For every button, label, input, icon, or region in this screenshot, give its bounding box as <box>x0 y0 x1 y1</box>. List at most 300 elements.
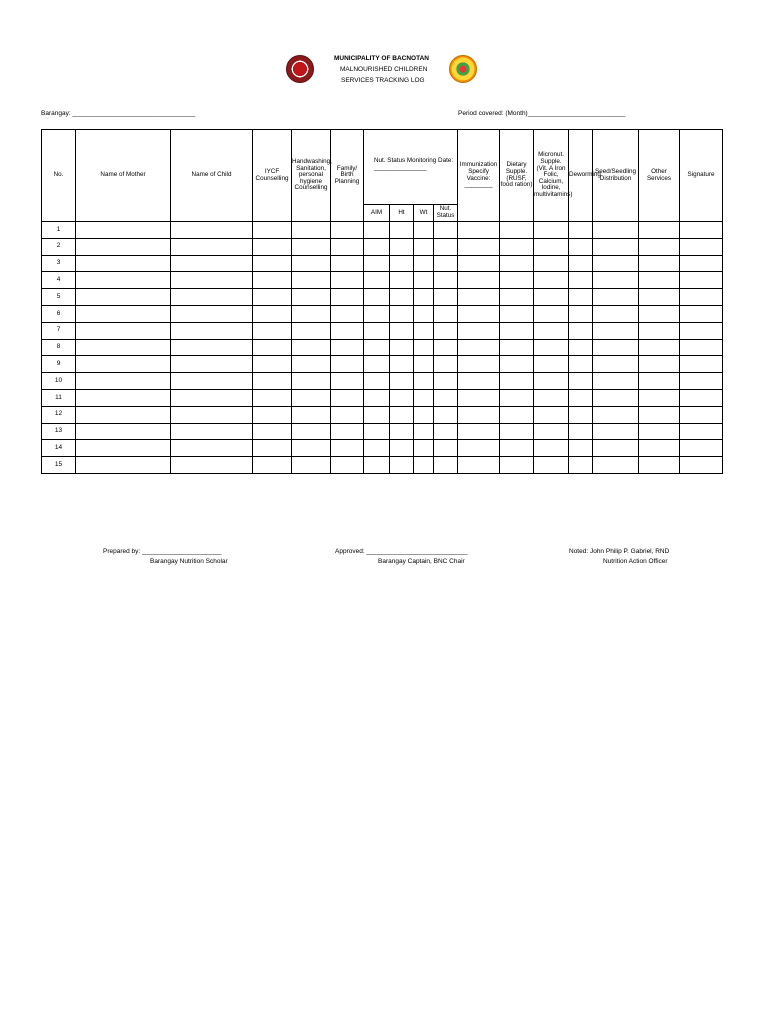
entry-cell[interactable] <box>76 339 171 356</box>
header-name-of-child: Name of Child <box>171 130 253 222</box>
entry-cell[interactable] <box>593 238 639 255</box>
entry-cell[interactable] <box>364 222 390 239</box>
entry-cell[interactable] <box>76 322 171 339</box>
entry-cell[interactable] <box>569 222 593 239</box>
entry-cell[interactable] <box>593 373 639 390</box>
entry-cell[interactable] <box>292 238 331 255</box>
entry-cell[interactable] <box>569 305 593 322</box>
entry-cell[interactable] <box>593 289 639 306</box>
approved-line[interactable]: Approved: ____________________________ <box>335 548 468 555</box>
entry-cell[interactable] <box>171 339 253 356</box>
entry-cell[interactable] <box>639 255 680 272</box>
entry-cell[interactable] <box>76 255 171 272</box>
header-handwashing: Handwashing, Sanitation, personal hygiene Counselling <box>292 130 331 222</box>
entry-cell[interactable] <box>569 356 593 373</box>
entry-cell[interactable] <box>171 222 253 239</box>
entry-cell[interactable] <box>331 373 364 390</box>
form-subtitle-1: MALNOURISHED CHILDREN <box>340 66 428 73</box>
entry-cell[interactable] <box>500 457 534 474</box>
entry-cell[interactable] <box>680 423 723 440</box>
entry-cell[interactable] <box>458 272 500 289</box>
table-row <box>42 289 723 306</box>
entry-cell[interactable] <box>680 322 723 339</box>
entry-cell[interactable] <box>364 289 390 306</box>
row-number: 7 <box>42 322 76 339</box>
entry-cell[interactable] <box>390 389 414 406</box>
header-signature: Signature <box>680 130 723 222</box>
subheader-aim: AIM <box>364 205 390 222</box>
entry-cell[interactable] <box>331 389 364 406</box>
entry-cell[interactable] <box>680 440 723 457</box>
entry-cell[interactable] <box>390 255 414 272</box>
subheader-wt: Wt <box>414 205 434 222</box>
entry-cell[interactable] <box>331 238 364 255</box>
entry-cell[interactable] <box>331 322 364 339</box>
entry-cell[interactable] <box>253 222 292 239</box>
row-number: 11 <box>42 389 76 406</box>
header-family-planning: Family/ Birth Planning <box>331 130 364 222</box>
entry-cell[interactable] <box>500 305 534 322</box>
subheader-nut-status: Nut. Status <box>434 205 458 222</box>
entry-cell[interactable] <box>414 373 434 390</box>
entry-cell[interactable] <box>569 373 593 390</box>
entry-cell[interactable] <box>414 406 434 423</box>
entry-cell[interactable] <box>414 457 434 474</box>
entry-cell[interactable] <box>434 373 458 390</box>
entry-cell[interactable] <box>593 222 639 239</box>
entry-cell[interactable] <box>458 406 500 423</box>
entry-cell[interactable] <box>593 305 639 322</box>
entry-cell[interactable] <box>434 255 458 272</box>
entry-cell[interactable] <box>534 440 569 457</box>
entry-cell[interactable] <box>534 222 569 239</box>
entry-cell[interactable] <box>292 305 331 322</box>
entry-cell[interactable] <box>458 423 500 440</box>
entry-cell[interactable] <box>390 272 414 289</box>
entry-cell[interactable] <box>434 440 458 457</box>
entry-cell[interactable] <box>390 440 414 457</box>
entry-cell[interactable] <box>639 423 680 440</box>
entry-cell[interactable] <box>500 272 534 289</box>
row-number: 10 <box>42 373 76 390</box>
entry-cell[interactable] <box>414 222 434 239</box>
entry-cell[interactable] <box>364 356 390 373</box>
entry-cell[interactable] <box>569 272 593 289</box>
entry-cell[interactable] <box>534 339 569 356</box>
entry-cell[interactable] <box>292 373 331 390</box>
entry-cell[interactable] <box>292 322 331 339</box>
entry-cell[interactable] <box>292 356 331 373</box>
entry-cell[interactable] <box>458 289 500 306</box>
municipality-title: MUNICIPALITY OF BACNOTAN <box>334 55 429 62</box>
entry-cell[interactable] <box>331 356 364 373</box>
entry-cell[interactable] <box>680 272 723 289</box>
entry-cell[interactable] <box>364 322 390 339</box>
row-number: 2 <box>42 238 76 255</box>
entry-cell[interactable] <box>500 373 534 390</box>
entry-cell[interactable] <box>458 238 500 255</box>
entry-cell[interactable] <box>414 356 434 373</box>
tracking-log-table <box>41 129 723 474</box>
entry-cell[interactable] <box>434 389 458 406</box>
row-number: 15 <box>42 457 76 474</box>
entry-cell[interactable] <box>534 423 569 440</box>
entry-cell[interactable] <box>639 238 680 255</box>
entry-cell[interactable] <box>458 389 500 406</box>
header-name-of-mother: Name of Mother <box>76 130 171 222</box>
entry-cell[interactable] <box>171 423 253 440</box>
row-number: 6 <box>42 305 76 322</box>
entry-cell[interactable] <box>331 406 364 423</box>
entry-cell[interactable] <box>639 389 680 406</box>
entry-cell[interactable] <box>500 289 534 306</box>
entry-cell[interactable] <box>253 356 292 373</box>
entry-cell[interactable] <box>639 305 680 322</box>
entry-cell[interactable] <box>458 440 500 457</box>
noted-by-role: Nutrition Action Officer <box>603 558 668 565</box>
entry-cell[interactable] <box>534 272 569 289</box>
entry-cell[interactable] <box>331 222 364 239</box>
entry-cell[interactable] <box>534 389 569 406</box>
table-row <box>42 272 723 289</box>
entry-cell[interactable] <box>434 238 458 255</box>
entry-cell[interactable] <box>76 305 171 322</box>
period-covered-field[interactable]: Period covered: (Month)___________________________ <box>458 110 626 117</box>
entry-cell[interactable] <box>593 339 639 356</box>
entry-cell[interactable] <box>364 272 390 289</box>
entry-cell[interactable] <box>292 406 331 423</box>
entry-cell[interactable] <box>593 255 639 272</box>
entry-cell[interactable] <box>253 457 292 474</box>
nutrition-council-logo <box>449 55 477 83</box>
noted-by-line: Noted: John Philip P. Gabriel, RND <box>569 548 670 555</box>
entry-cell[interactable] <box>500 423 534 440</box>
entry-cell[interactable] <box>331 457 364 474</box>
table-row <box>42 356 723 373</box>
row-number: 9 <box>42 356 76 373</box>
entry-cell[interactable] <box>331 272 364 289</box>
entry-cell[interactable] <box>390 289 414 306</box>
entry-cell[interactable] <box>253 406 292 423</box>
entry-cell[interactable] <box>569 238 593 255</box>
entry-cell[interactable] <box>569 423 593 440</box>
entry-cell[interactable] <box>292 440 331 457</box>
entry-cell[interactable] <box>414 389 434 406</box>
entry-cell[interactable] <box>458 373 500 390</box>
entry-cell[interactable] <box>253 255 292 272</box>
entry-cell[interactable] <box>414 322 434 339</box>
entry-cell[interactable] <box>534 238 569 255</box>
entry-cell[interactable] <box>390 356 414 373</box>
entry-cell[interactable] <box>253 423 292 440</box>
entry-cell[interactable] <box>364 255 390 272</box>
entry-cell[interactable] <box>292 339 331 356</box>
barangay-field[interactable]: Barangay: __________________________________ <box>41 110 196 117</box>
entry-cell[interactable] <box>76 289 171 306</box>
entry-cell[interactable] <box>680 373 723 390</box>
entry-cell[interactable] <box>390 457 414 474</box>
entry-cell[interactable] <box>434 305 458 322</box>
entry-cell[interactable] <box>76 222 171 239</box>
header-nut-status-monitoring: Nut. Status Monitoring Date: _______________ <box>364 130 458 205</box>
entry-cell[interactable] <box>364 406 390 423</box>
entry-cell[interactable] <box>680 289 723 306</box>
entry-cell[interactable] <box>171 406 253 423</box>
entry-cell[interactable] <box>569 389 593 406</box>
entry-cell[interactable] <box>500 389 534 406</box>
table-row <box>42 373 723 390</box>
header-iycf-counselling: IYCF Counselling <box>253 130 292 222</box>
entry-cell[interactable] <box>390 406 414 423</box>
entry-cell[interactable] <box>434 423 458 440</box>
header-deworming: Deworming <box>569 130 593 222</box>
entry-cell[interactable] <box>680 255 723 272</box>
table-row <box>42 238 723 255</box>
entry-cell[interactable] <box>434 406 458 423</box>
entry-cell[interactable] <box>253 389 292 406</box>
entry-cell[interactable] <box>292 423 331 440</box>
entry-cell[interactable] <box>434 339 458 356</box>
entry-cell[interactable] <box>292 222 331 239</box>
entry-cell[interactable] <box>534 406 569 423</box>
entry-cell[interactable] <box>171 305 253 322</box>
entry-cell[interactable] <box>331 289 364 306</box>
entry-cell[interactable] <box>76 238 171 255</box>
entry-cell[interactable] <box>171 238 253 255</box>
entry-cell[interactable] <box>593 406 639 423</box>
table-row <box>42 339 723 356</box>
entry-cell[interactable] <box>639 440 680 457</box>
entry-cell[interactable] <box>364 389 390 406</box>
entry-cell[interactable] <box>253 305 292 322</box>
entry-cell[interactable] <box>534 373 569 390</box>
entry-cell[interactable] <box>171 440 253 457</box>
entry-cell[interactable] <box>639 222 680 239</box>
form-subtitle-2: SERVICES TRACKING LOG <box>341 77 425 84</box>
approved-role: Barangay Captain, BNC Chair <box>378 558 465 565</box>
subheader-ht: Ht <box>390 205 414 222</box>
entry-cell[interactable] <box>639 457 680 474</box>
row-number: 13 <box>42 423 76 440</box>
table-row <box>42 457 723 474</box>
entry-cell[interactable] <box>253 322 292 339</box>
entry-cell[interactable] <box>639 339 680 356</box>
entry-cell[interactable] <box>390 423 414 440</box>
entry-cell[interactable] <box>458 305 500 322</box>
entry-cell[interactable] <box>414 423 434 440</box>
entry-cell[interactable] <box>639 373 680 390</box>
entry-cell[interactable] <box>414 272 434 289</box>
entry-cell[interactable] <box>292 457 331 474</box>
header-seed-distribution: Seed/Seedling Distribution <box>593 130 639 222</box>
entry-cell[interactable] <box>253 272 292 289</box>
entry-cell[interactable] <box>458 457 500 474</box>
entry-cell[interactable] <box>253 289 292 306</box>
entry-cell[interactable] <box>639 289 680 306</box>
entry-cell[interactable] <box>171 289 253 306</box>
entry-cell[interactable] <box>569 457 593 474</box>
entry-cell[interactable] <box>500 406 534 423</box>
entry-cell[interactable] <box>593 423 639 440</box>
entry-cell[interactable] <box>680 305 723 322</box>
row-number: 1 <box>42 222 76 239</box>
entry-cell[interactable] <box>76 406 171 423</box>
entry-cell[interactable] <box>171 272 253 289</box>
entry-cell[interactable] <box>593 356 639 373</box>
entry-cell[interactable] <box>680 222 723 239</box>
prepared-by-role: Barangay Nutrition Scholar <box>150 558 228 565</box>
entry-cell[interactable] <box>500 356 534 373</box>
row-number: 12 <box>42 406 76 423</box>
entry-cell[interactable] <box>458 255 500 272</box>
entry-cell[interactable] <box>171 356 253 373</box>
entry-cell[interactable] <box>331 305 364 322</box>
header-no: No. <box>42 130 76 222</box>
entry-cell[interactable] <box>593 272 639 289</box>
entry-cell[interactable] <box>253 440 292 457</box>
entry-cell[interactable] <box>680 238 723 255</box>
entry-cell[interactable] <box>253 373 292 390</box>
prepared-by-line[interactable]: Prepared by: ______________________ <box>103 548 222 555</box>
entry-cell[interactable] <box>680 339 723 356</box>
entry-cell[interactable] <box>76 373 171 390</box>
entry-cell[interactable] <box>171 389 253 406</box>
entry-cell[interactable] <box>680 457 723 474</box>
entry-cell[interactable] <box>364 440 390 457</box>
entry-cell[interactable] <box>458 222 500 239</box>
row-number: 4 <box>42 272 76 289</box>
row-number: 5 <box>42 289 76 306</box>
entry-cell[interactable] <box>569 440 593 457</box>
entry-cell[interactable] <box>458 322 500 339</box>
table-row <box>42 423 723 440</box>
entry-cell[interactable] <box>569 322 593 339</box>
entry-cell[interactable] <box>76 457 171 474</box>
entry-cell[interactable] <box>331 440 364 457</box>
entry-cell[interactable] <box>500 440 534 457</box>
entry-cell[interactable] <box>390 305 414 322</box>
entry-cell[interactable] <box>639 356 680 373</box>
entry-cell[interactable] <box>569 289 593 306</box>
table-row <box>42 440 723 457</box>
entry-cell[interactable] <box>171 322 253 339</box>
entry-cell[interactable] <box>292 255 331 272</box>
table-row <box>42 305 723 322</box>
entry-cell[interactable] <box>364 457 390 474</box>
entry-cell[interactable] <box>171 255 253 272</box>
entry-cell[interactable] <box>76 440 171 457</box>
entry-cell[interactable] <box>171 373 253 390</box>
entry-cell[interactable] <box>639 272 680 289</box>
municipal-seal-logo <box>286 55 314 83</box>
entry-cell[interactable] <box>680 389 723 406</box>
entry-cell[interactable] <box>680 356 723 373</box>
entry-cell[interactable] <box>414 305 434 322</box>
entry-cell[interactable] <box>414 289 434 306</box>
entry-cell[interactable] <box>434 457 458 474</box>
entry-cell[interactable] <box>390 222 414 239</box>
entry-cell[interactable] <box>364 238 390 255</box>
entry-cell[interactable] <box>390 238 414 255</box>
entry-cell[interactable] <box>390 339 414 356</box>
header-dietary-supple: Dietary Supple. (RUSF, food ration) <box>500 130 534 222</box>
entry-cell[interactable] <box>434 356 458 373</box>
entry-cell[interactable] <box>534 322 569 339</box>
entry-cell[interactable] <box>500 222 534 239</box>
entry-cell[interactable] <box>390 322 414 339</box>
entry-cell[interactable] <box>593 457 639 474</box>
entry-cell[interactable] <box>76 389 171 406</box>
entry-cell[interactable] <box>639 322 680 339</box>
entry-cell[interactable] <box>569 339 593 356</box>
entry-cell[interactable] <box>534 305 569 322</box>
entry-cell[interactable] <box>534 356 569 373</box>
entry-cell[interactable] <box>569 406 593 423</box>
entry-cell[interactable] <box>414 238 434 255</box>
entry-cell[interactable] <box>534 289 569 306</box>
entry-cell[interactable] <box>414 339 434 356</box>
entry-cell[interactable] <box>500 255 534 272</box>
entry-cell[interactable] <box>534 255 569 272</box>
entry-cell[interactable] <box>390 373 414 390</box>
entry-cell[interactable] <box>292 389 331 406</box>
table-row <box>42 389 723 406</box>
entry-cell[interactable] <box>331 423 364 440</box>
entry-cell[interactable] <box>534 457 569 474</box>
entry-cell[interactable] <box>292 272 331 289</box>
entry-cell[interactable] <box>434 222 458 239</box>
entry-cell[interactable] <box>331 255 364 272</box>
row-number: 3 <box>42 255 76 272</box>
entry-cell[interactable] <box>253 339 292 356</box>
table-row <box>42 406 723 423</box>
entry-cell[interactable] <box>364 373 390 390</box>
entry-cell[interactable] <box>458 339 500 356</box>
entry-cell[interactable] <box>331 339 364 356</box>
entry-cell[interactable] <box>292 289 331 306</box>
entry-cell[interactable] <box>434 289 458 306</box>
entry-cell[interactable] <box>639 406 680 423</box>
entry-cell[interactable] <box>500 322 534 339</box>
header-other-services: Other Services <box>639 130 680 222</box>
entry-cell[interactable] <box>414 440 434 457</box>
entry-cell[interactable] <box>414 255 434 272</box>
entry-cell[interactable] <box>593 389 639 406</box>
entry-cell[interactable] <box>171 457 253 474</box>
entry-cell[interactable] <box>364 305 390 322</box>
table-row <box>42 322 723 339</box>
entry-cell[interactable] <box>680 406 723 423</box>
entry-cell[interactable] <box>434 272 458 289</box>
entry-cell[interactable] <box>76 423 171 440</box>
entry-cell[interactable] <box>434 322 458 339</box>
table-row <box>42 255 723 272</box>
entry-cell[interactable] <box>364 423 390 440</box>
table-row <box>42 222 723 239</box>
entry-cell[interactable] <box>569 255 593 272</box>
entry-cell[interactable] <box>76 272 171 289</box>
entry-cell[interactable] <box>593 440 639 457</box>
header-micronut-supple: Micronut. Supple. (Vit. A Iron Folic, Calcium, Iodine, multivitamins) <box>534 130 569 222</box>
entry-cell[interactable] <box>500 339 534 356</box>
entry-cell[interactable] <box>76 356 171 373</box>
header-immunization: Immunization Specify Vaccine: ________ <box>458 130 500 222</box>
entry-cell[interactable] <box>500 238 534 255</box>
entry-cell[interactable] <box>253 238 292 255</box>
entry-cell[interactable] <box>364 339 390 356</box>
entry-cell[interactable] <box>458 356 500 373</box>
entry-cell[interactable] <box>593 322 639 339</box>
